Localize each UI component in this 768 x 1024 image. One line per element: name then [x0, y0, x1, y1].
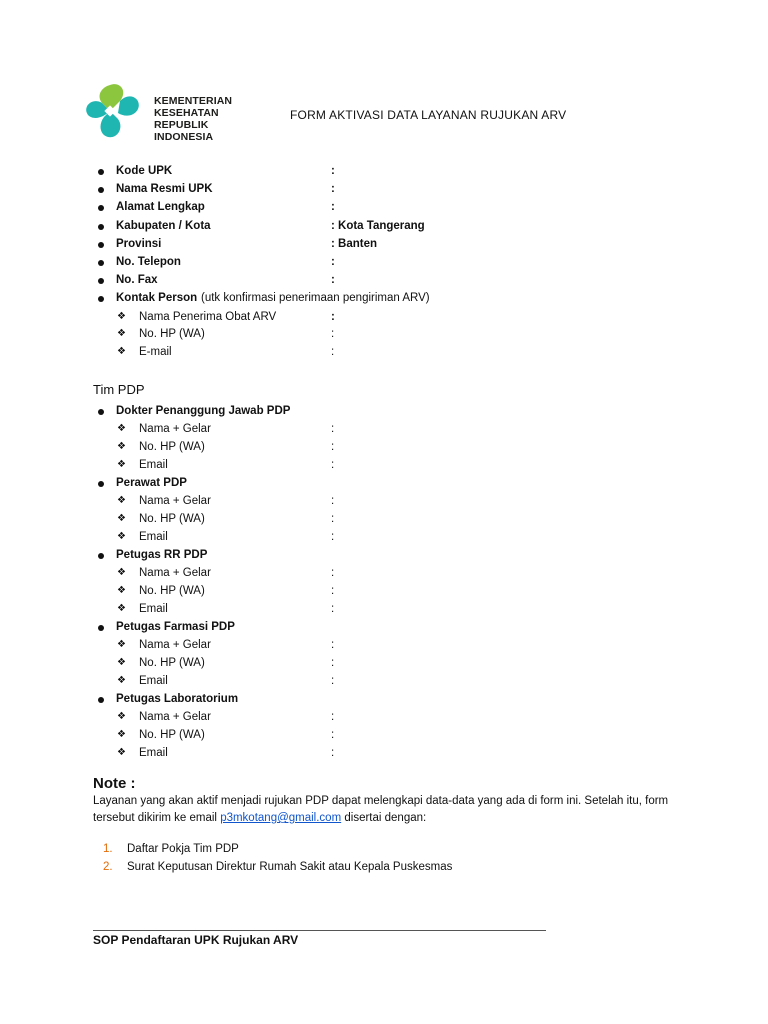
diamond-bullet-icon: ❖ — [117, 459, 126, 470]
pdp-field-label: No. HP (WA) — [139, 657, 205, 669]
upk-field-value[interactable]: : Kota Tangerang — [331, 220, 425, 232]
upk-field-value[interactable]: : Banten — [331, 238, 377, 250]
pdp-field-label: Nama + Gelar — [139, 639, 211, 651]
diamond-bullet-icon: ❖ — [117, 423, 126, 434]
contact-field-value[interactable]: : — [331, 328, 335, 340]
diamond-bullet-icon: ❖ — [117, 441, 126, 452]
upk-field-value[interactable]: : — [331, 256, 335, 268]
contact-field-value[interactable]: : — [331, 311, 335, 323]
note-text-before: Layanan yang akan aktif menjadi rujukan PDP dapat melengkapi data-data yang ada di form ini. Setelah itu, form tersebut dikirim ke email — [93, 795, 669, 824]
upk-field-label: Provinsi — [116, 238, 162, 250]
upk-field-label: No. Fax — [116, 274, 158, 286]
form-title: FORM AKTIVASI DATA LAYANAN RUJUKAN ARV — [290, 108, 567, 122]
bullet-icon — [98, 697, 104, 703]
upk-field-label: Kabupaten / Kota — [116, 220, 211, 232]
pdp-field-value[interactable]: : — [331, 531, 335, 543]
diamond-bullet-icon: ❖ — [117, 747, 126, 758]
pdp-field-value[interactable]: : — [331, 513, 335, 525]
diamond-bullet-icon: ❖ — [117, 675, 126, 686]
upk-field-label: Nama Resmi UPK — [116, 183, 213, 195]
bullet-icon — [98, 553, 104, 559]
diamond-bullet-icon: ❖ — [117, 567, 126, 578]
bullet-icon — [98, 260, 104, 266]
pdp-field-label: No. HP (WA) — [139, 585, 205, 597]
pdp-group-label: Dokter Penanggung Jawab PDP — [116, 405, 291, 417]
pdp-field-value[interactable]: : — [331, 459, 335, 471]
pdp-field-value[interactable]: : — [331, 675, 335, 687]
diamond-bullet-icon: ❖ — [117, 513, 126, 524]
upk-field-value[interactable]: : — [331, 183, 335, 195]
diamond-bullet-icon: ❖ — [117, 531, 126, 542]
bullet-icon — [98, 409, 104, 415]
upk-field-value[interactable]: : — [331, 165, 335, 177]
bullet-icon — [98, 242, 104, 248]
pdp-field-label: No. HP (WA) — [139, 441, 205, 453]
pdp-field-label: No. HP (WA) — [139, 513, 205, 525]
pdp-field-value[interactable]: : — [331, 567, 335, 579]
upk-field-value[interactable]: : — [331, 201, 335, 213]
note-title: Note : — [93, 775, 136, 792]
pdp-field-value[interactable]: : — [331, 657, 335, 669]
diamond-bullet-icon: ❖ — [117, 328, 126, 339]
pdp-field-label: Email — [139, 459, 168, 471]
pdp-field-label: Nama + Gelar — [139, 495, 211, 507]
pdp-field-value[interactable]: : — [331, 747, 335, 759]
bullet-icon — [98, 205, 104, 211]
pdp-field-value[interactable]: : — [331, 729, 335, 741]
note-list-text: Surat Keputusan Direktur Rumah Sakit atau Kepala Puskesmas — [127, 861, 453, 873]
note-text — [93, 793, 703, 827]
contact-field-value[interactable]: : — [331, 346, 335, 358]
pdp-field-label: Email — [139, 603, 168, 615]
bullet-icon — [98, 625, 104, 631]
ministry-logo — [80, 75, 240, 155]
pdp-field-value[interactable]: : — [331, 423, 335, 435]
upk-field-value[interactable]: : — [331, 274, 335, 286]
pdp-field-value[interactable]: : — [331, 711, 335, 723]
pdp-group-label: Petugas RR PDP — [116, 549, 208, 561]
pdp-field-label: Email — [139, 747, 168, 759]
pdp-field-value[interactable]: : — [331, 495, 335, 507]
diamond-bullet-icon: ❖ — [117, 639, 126, 650]
diamond-bullet-icon: ❖ — [117, 711, 126, 722]
pdp-group-label: Petugas Farmasi PDP — [116, 621, 235, 633]
pdp-field-label: Nama + Gelar — [139, 423, 211, 435]
contact-person-label: Kontak Person — [116, 292, 198, 304]
pdp-group-label: Perawat PDP — [116, 477, 187, 489]
pdp-field-label: No. HP (WA) — [139, 729, 205, 741]
bullet-icon — [98, 187, 104, 193]
contact-field-label: Nama Penerima Obat ARV — [139, 311, 277, 323]
bullet-icon — [98, 481, 104, 487]
upk-field-label: No. Telepon — [116, 256, 181, 268]
pdp-field-value[interactable]: : — [331, 639, 335, 651]
note-list-number: 2. — [103, 861, 113, 873]
pdp-field-value[interactable]: : — [331, 603, 335, 615]
pdp-field-value[interactable]: : — [331, 585, 335, 597]
contact-person-note: (utk konfirmasi penerimaan pengiriman ARV) — [201, 292, 430, 304]
logo-wordmark: KEMENTERIAN KESEHATAN REPUBLIK INDONESIA — [154, 95, 233, 143]
note-list-number: 1. — [103, 843, 113, 855]
diamond-bullet-icon: ❖ — [117, 657, 126, 668]
contact-field-label: E-mail — [139, 346, 172, 358]
diamond-bullet-icon: ❖ — [117, 311, 126, 322]
bullet-icon — [98, 224, 104, 230]
ministry-logo-icon — [80, 77, 150, 147]
diamond-bullet-icon: ❖ — [117, 495, 126, 506]
note-list-text: Daftar Pokja Tim PDP — [127, 843, 239, 855]
email-link[interactable]: p3mkotang@gmail.com — [220, 812, 342, 824]
diamond-bullet-icon: ❖ — [117, 585, 126, 596]
note-text-after: disertai dengan: — [341, 812, 427, 824]
pdp-field-label: Nama + Gelar — [139, 711, 211, 723]
pdp-field-label: Email — [139, 531, 168, 543]
upk-field-label: Kode UPK — [116, 165, 173, 177]
upk-field-label: Alamat Lengkap — [116, 201, 205, 213]
pdp-field-label: Nama + Gelar — [139, 567, 211, 579]
footer-divider — [93, 930, 546, 931]
diamond-bullet-icon: ❖ — [117, 346, 126, 357]
pdp-field-value[interactable]: : — [331, 441, 335, 453]
pdp-group-label: Petugas Laboratorium — [116, 693, 239, 705]
footer-text: SOP Pendaftaran UPK Rujukan ARV — [93, 933, 299, 947]
bullet-icon — [98, 296, 104, 302]
pdp-field-label: Email — [139, 675, 168, 687]
diamond-bullet-icon: ❖ — [117, 729, 126, 740]
bullet-icon — [98, 278, 104, 284]
contact-field-label: No. HP (WA) — [139, 328, 205, 340]
tim-pdp-title: Tim PDP — [93, 382, 145, 397]
diamond-bullet-icon: ❖ — [117, 603, 126, 614]
bullet-icon — [98, 169, 104, 175]
